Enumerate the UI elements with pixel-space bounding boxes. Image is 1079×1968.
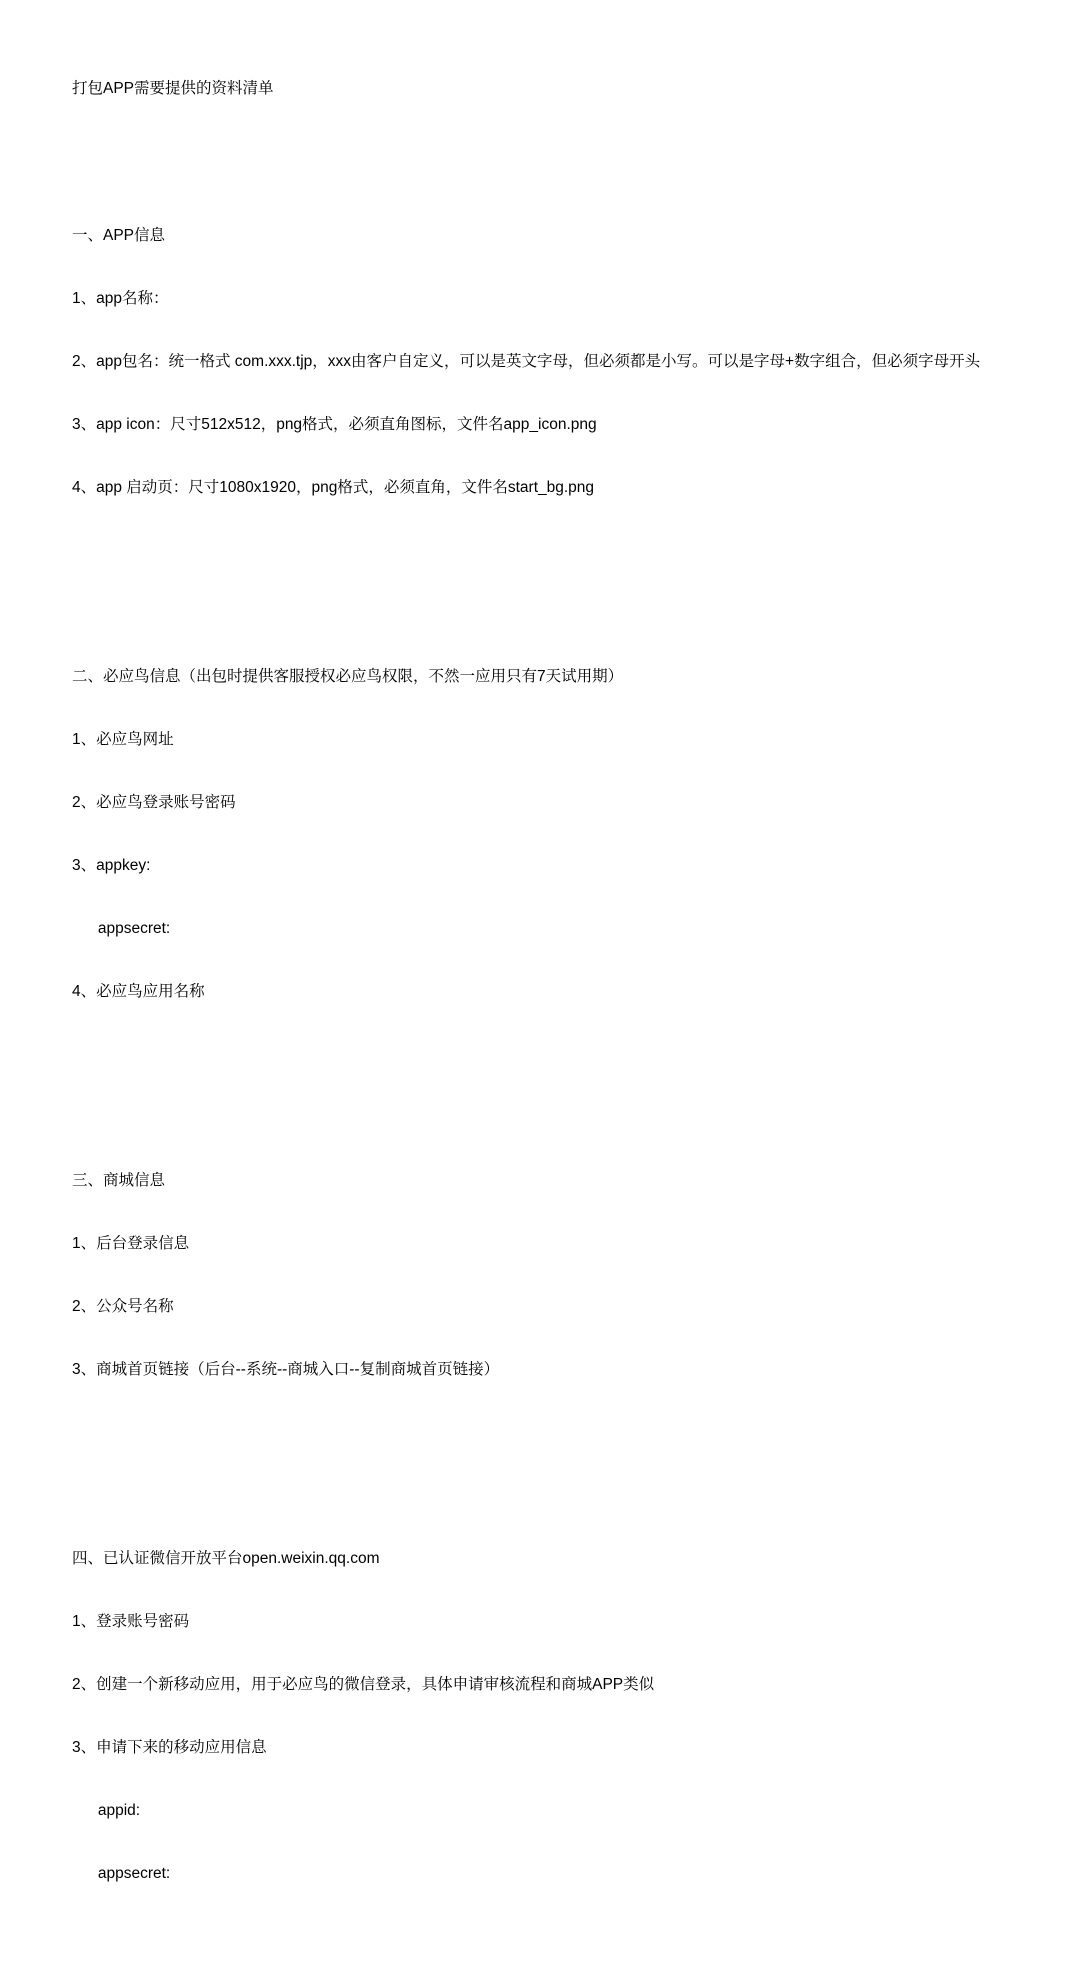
list-item-wx-appsecret: appsecret: (72, 1865, 171, 1882)
list-item-mall-account-name: 2、公众号名称 (72, 1298, 174, 1315)
list-item-app-splash: 4、app 启动页：尺寸1080x1920，png格式，必须直角，文件名start_bg.png (72, 479, 595, 496)
section-biyingniao-info (72, 624, 980, 1044)
list-item-wx-create-app: 2、创建一个新移动应用，用于必应鸟的微信登录，具体申请审核流程和商城APP类似 (72, 1676, 655, 1693)
section-mall-info (72, 1128, 980, 1422)
list-item-byn-account: 2、必应鸟登录账号密码 (72, 794, 236, 811)
list-item-wx-app-info: 3、申请下来的移动应用信息 (72, 1739, 267, 1756)
list-item-app-name: 1、app名称： (72, 290, 169, 307)
section-heading: 四、已认证微信开放平台open.weixin.qq.com (72, 1550, 380, 1567)
list-item-wx-account: 1、登录账号密码 (72, 1613, 190, 1630)
list-item-mall-backend: 1、后台登录信息 (72, 1235, 190, 1252)
list-item-byn-url: 1、必应鸟网址 (72, 731, 174, 748)
section-heading: 三、商城信息 (72, 1172, 166, 1189)
list-item-app-package: 2、app包名：统一格式 com.xxx.tjp，xxx由客户自定义，可以是英文字母，但必须都是小写。可以是字母+数字组合，但必须字母开头 (72, 353, 981, 370)
section-app-info (72, 183, 980, 540)
section-wechat-open-platform (72, 1506, 980, 1926)
list-item-byn-appkey: 3、appkey: (72, 857, 151, 874)
list-item-byn-appsecret: appsecret: (72, 920, 171, 937)
list-item-byn-appname: 4、必应鸟应用名称 (72, 983, 205, 1000)
list-item-wx-appid: appid: (72, 1802, 141, 1819)
document-title: 打包APP需要提供的资料清单 (72, 80, 274, 97)
document (72, 15, 980, 1968)
section-heading: 二、必应鸟信息（出包时提供客服授权必应鸟权限，不然一应用只有7天试用期） (72, 668, 624, 685)
list-item-mall-homepage-link: 3、商城首页链接（后台--系统--商城入口--复制商城首页链接） (72, 1361, 500, 1378)
section-heading: 一、APP信息 (72, 227, 166, 244)
list-item-app-icon: 3、app icon：尺寸512x512，png格式，必须直角图标，文件名app_icon.png (72, 416, 597, 433)
